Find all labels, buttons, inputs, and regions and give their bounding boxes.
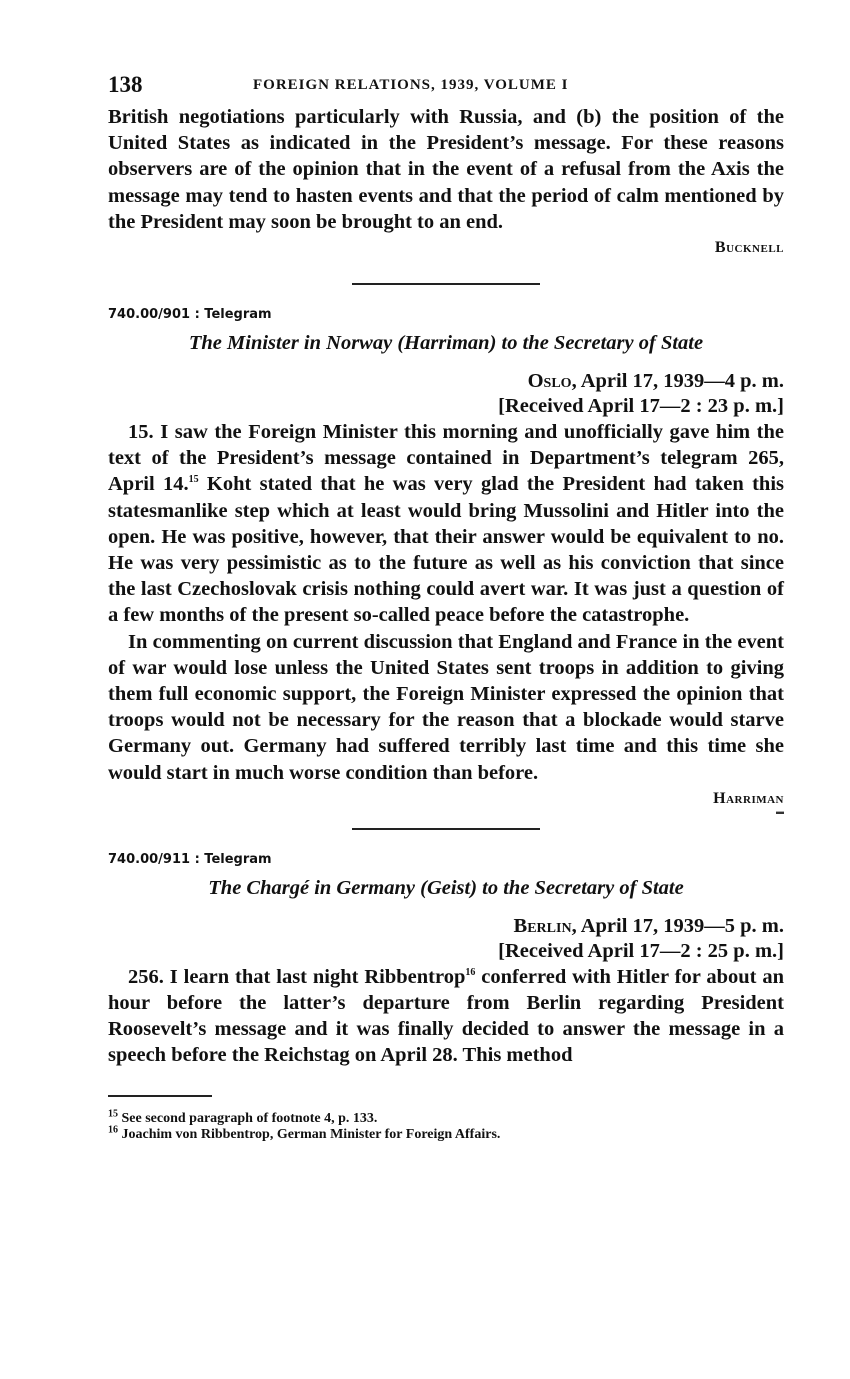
footnote-16-number: 16 [108, 1124, 118, 1136]
footnote-ref-15[interactable]: 15 [188, 474, 199, 486]
footnote-15-number: 15 [108, 1108, 118, 1120]
paragraph-15-part-b: Koht stated that he was very glad the President had taken this statesmanlike step which at least would bring Mussolini and Hitler into the open. He was positive, however, that their answer would be equivalent to no. He was very pessimistic as to the future as well as his conviction that since the last Czechoslovak crisis nothing could avert war. It was just a question of a few months of the present so-called peace before the catastrophe. [108, 473, 784, 627]
paragraph-256-part-b: conferred with Hitler for about an hour before the latter’s departure from Berlin regarding President Roosevelt’s message and it was finally decided to answer the message in a speech before the Reichstag on April 28. This method [108, 965, 784, 1067]
section-divider-2 [352, 828, 540, 830]
footnote-15-text: See second paragraph of footnote 4, p. 133. [118, 1110, 378, 1126]
footnote-ref-16[interactable]: 16 [465, 967, 476, 979]
received-oslo: [Received April 17—2 : 23 p. m.] [498, 395, 784, 418]
file-number-911: 740.00/911 : Telegram [108, 851, 272, 867]
file-number-901: 740.00/901 : Telegram [108, 307, 272, 323]
signature-harriman: Harriman [713, 789, 784, 807]
footnote-16 [108, 1124, 784, 1143]
running-head [108, 72, 784, 102]
footnote-15 [108, 1108, 784, 1127]
document-title-norway: The Minister in Norway (Harriman) to the Secretary of State [188, 332, 704, 355]
section-divider [352, 283, 540, 285]
date-oslo: , April 17, 1939—4 p. m. [571, 370, 784, 393]
place-berlin: Berlin [513, 914, 572, 937]
paragraph-256 [108, 964, 784, 1069]
paragraph-15 [108, 419, 784, 629]
dateline-berlin [108, 914, 784, 964]
footnotes [108, 1108, 784, 1143]
paragraph-15-part-a: 15. I saw the Foreign Minister this morning and unofficially gave him the text of the President’s message contained in Department’s telegram 265, April 14. [108, 421, 784, 496]
running-title: FOREIGN RELATIONS, 1939, VOLUME I [253, 77, 569, 93]
dateline-oslo [108, 369, 784, 419]
place-oslo: Oslo [527, 370, 572, 393]
paragraph-256-part-a: 256. I learn that last night Ribbentrop [128, 965, 466, 988]
document-page [108, 72, 784, 1143]
carryover-paragraph: British negotiations particularly with Russia, and (b) the position of the United States as indicated in the President’s message. For these reasons observers are of the opinion that in the event of a refusal from the Axis the message may tend to hasten events and that the period of calm mentioned by the President may soon be brought to an end. [108, 106, 784, 233]
received-berlin: [Received April 17—2 : 25 p. m.] [498, 939, 784, 962]
print-mark: ▬ [776, 806, 784, 816]
signature-bucknell: Bucknell [714, 239, 784, 257]
footnote-rule [108, 1095, 212, 1097]
document-title-germany: The Chargé in Germany (Geist) to the Secretary of State [208, 876, 684, 899]
date-berlin: , April 17, 1939—5 p. m. [571, 914, 784, 937]
footnote-16-text: Joachim von Ribbentrop, German Minister for Foreign Affairs. [118, 1126, 501, 1142]
page-number: 138 [108, 72, 143, 97]
paragraph-commenting: In commenting on current discussion that England and France in the event of war would lose unless the United States sent troops in addition to giving them full economic support, the Foreign Minister expressed the opinion that troops would not be necessary for the reason that a blockade would starve Germany out. Germany had suffered terribly last time and this time she would start in much worse condition than before. [108, 630, 784, 784]
